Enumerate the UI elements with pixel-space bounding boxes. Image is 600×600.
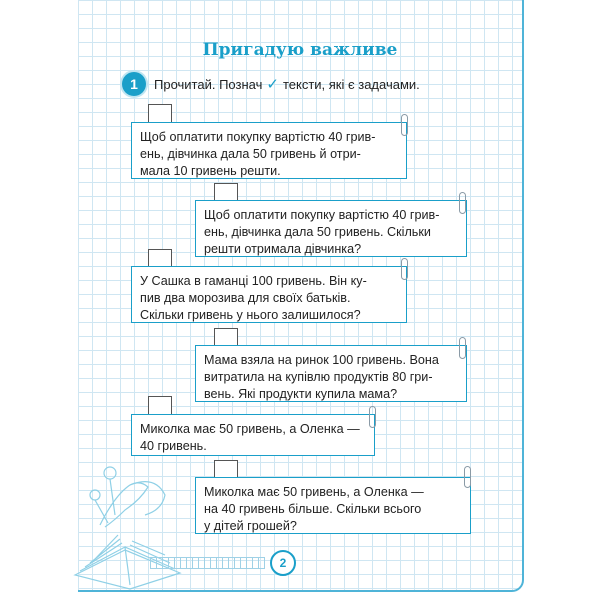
- item-1-line-1: Щоб оплатити покупку вартістю 40 грив-: [140, 130, 376, 144]
- instruction-text-before: Прочитай. Познач: [154, 76, 263, 92]
- item-4-line-2: витратила на купівлю продуктів 80 гри-: [204, 370, 433, 384]
- item-4-card: [195, 345, 467, 402]
- item-6-line-2: на 40 гривень більше. Скільки всього: [204, 502, 422, 516]
- item-6-line-3: у дітей грошей?: [204, 519, 297, 533]
- item-6-line-1: Миколка має 50 гривень, а Оленка —: [204, 485, 424, 499]
- paper-clip-icon: [401, 114, 408, 136]
- page-number: 2: [270, 550, 296, 576]
- item-5-line-2: 40 гривень.: [140, 439, 207, 453]
- item-2-card: [195, 200, 467, 257]
- item-3-line-3: Скільки гривень у нього залишилося?: [140, 308, 361, 322]
- paper-clip-icon: [459, 337, 466, 359]
- item-3-line-1: У Сашка в гаманці 100 гривень. Він ку-: [140, 274, 367, 288]
- item-1-card: [131, 122, 407, 179]
- task-instruction: [122, 72, 420, 96]
- paper-clip-icon: [369, 406, 376, 428]
- item-2-line-2: ень, дівчинка дала 50 гривень. Скільки: [204, 225, 431, 239]
- book-decoration-icon: [70, 455, 185, 590]
- item-1-line-2: ень, дівчинка дала 50 гривень й отри-: [140, 147, 361, 161]
- page-title: Пригадую важливе: [202, 40, 398, 60]
- instruction-text-after: тексти, які є задачами.: [282, 76, 420, 92]
- ruler-decoration: [150, 557, 265, 569]
- check-icon: ✓: [266, 76, 279, 93]
- item-1-line-3: мала 10 гривень решти.: [140, 164, 281, 178]
- item-3-card: [131, 266, 407, 323]
- paper-clip-icon: [464, 466, 471, 488]
- item-4-line-3: вень. Які продукти купила мама?: [204, 387, 398, 401]
- paper-clip-icon: [459, 192, 466, 214]
- item-3-line-2: пив два морозива для своїх батьків.: [140, 291, 351, 305]
- item-5-card: [131, 414, 375, 456]
- item-2-line-3: решти отримала дівчинка?: [204, 242, 362, 256]
- paper-clip-icon: [401, 258, 408, 280]
- item-5-line-1: Миколка має 50 гривень, а Оленка —: [140, 422, 360, 436]
- task-number-badge: 1: [122, 72, 146, 96]
- item-4-line-1: Мама взяла на ринок 100 гривень. Вона: [204, 353, 439, 367]
- item-6-card: [195, 477, 471, 534]
- item-2-line-1: Щоб оплатити покупку вартістю 40 грив-: [204, 208, 440, 222]
